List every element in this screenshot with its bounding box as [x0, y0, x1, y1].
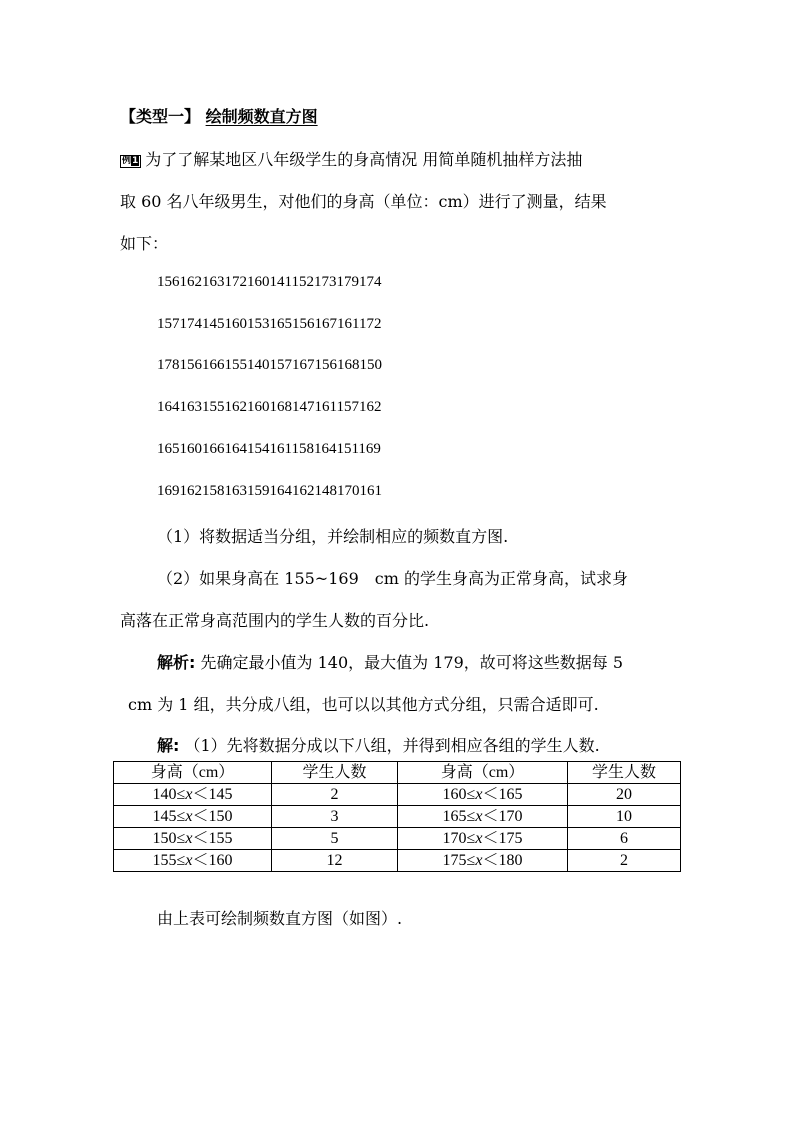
- section-type-label: 【类型一】: [120, 107, 201, 126]
- height-range: 165≤x＜170: [398, 806, 568, 828]
- data-line: 165160166164154161158164151169: [157, 441, 381, 457]
- student-count: 3: [272, 806, 398, 828]
- question-1: （1）将数据适当分组，并绘制相应的频数直方图.: [157, 527, 509, 546]
- student-count: 5: [272, 828, 398, 850]
- question-2-line-2: 高落在正常身高范围内的学生人数的百分比.: [120, 611, 430, 630]
- data-line: 156162163172160141152173179174: [157, 274, 382, 290]
- conclusion-line: 由上表可绘制频数直方图（如图）.: [157, 909, 403, 928]
- data-line: 169162158163159164162148170161: [157, 483, 382, 499]
- student-count: 10: [568, 806, 681, 828]
- analysis-line-1: 解析: 先确定最小值为 140，最大值为 179，故可将这些数据每 5: [157, 653, 624, 672]
- data-line: 178156166155140157167156168150: [157, 357, 382, 373]
- example-line-2: 取 60 名八年级男生，对他们的身高（单位：cm）进行了测量，结果: [120, 192, 607, 211]
- example-line-3: 如下：: [120, 234, 169, 253]
- header-height: 身高（cm）: [398, 762, 568, 784]
- table-row: [114, 784, 681, 806]
- solution-line-1: 解: （1）先将数据分成以下八组，并得到相应各组的学生人数.: [157, 736, 600, 755]
- header-count: 学生人数: [568, 762, 681, 784]
- table-row: [114, 850, 681, 872]
- header-count: 学生人数: [272, 762, 398, 784]
- header-height: 身高（cm）: [114, 762, 272, 784]
- height-range: 170≤x＜175: [398, 828, 568, 850]
- example-badge: 例1: [120, 155, 141, 168]
- question-2-line-1: （2）如果身高在 155~169 cm 的学生身高为正常身高，试求身: [157, 569, 628, 588]
- student-count: 2: [568, 850, 681, 872]
- height-range: 150≤x＜155: [114, 828, 272, 850]
- table-row: [114, 828, 681, 850]
- student-count: 6: [568, 828, 681, 850]
- height-range: 175≤x＜180: [398, 850, 568, 872]
- height-range: 160≤x＜165: [398, 784, 568, 806]
- section-title: 绘制频数直方图: [205, 107, 318, 126]
- frequency-table: [113, 761, 681, 872]
- student-count: 2: [272, 784, 398, 806]
- student-count: 12: [272, 850, 398, 872]
- table-header-row: [114, 762, 681, 784]
- analysis-line-2: cm 为 1 组，共分成八组，也可以以其他方式分组，只需合适即可.: [128, 695, 599, 714]
- example-line-1: 例1 为了了解某地区八年级学生的身高情况 用简单随机抽样方法抽: [122, 150, 583, 169]
- solution-label: 解:: [157, 736, 180, 755]
- section-heading: [120, 104, 318, 127]
- table-row: [114, 806, 681, 828]
- height-range: 145≤x＜150: [114, 806, 272, 828]
- height-range: 155≤x＜160: [114, 850, 272, 872]
- student-count: 20: [568, 784, 681, 806]
- data-line: 157174145160153165156167161172: [157, 316, 382, 332]
- data-line: 164163155162160168147161157162: [157, 399, 382, 415]
- height-range: 140≤x＜145: [114, 784, 272, 806]
- analysis-label: 解析:: [157, 653, 196, 672]
